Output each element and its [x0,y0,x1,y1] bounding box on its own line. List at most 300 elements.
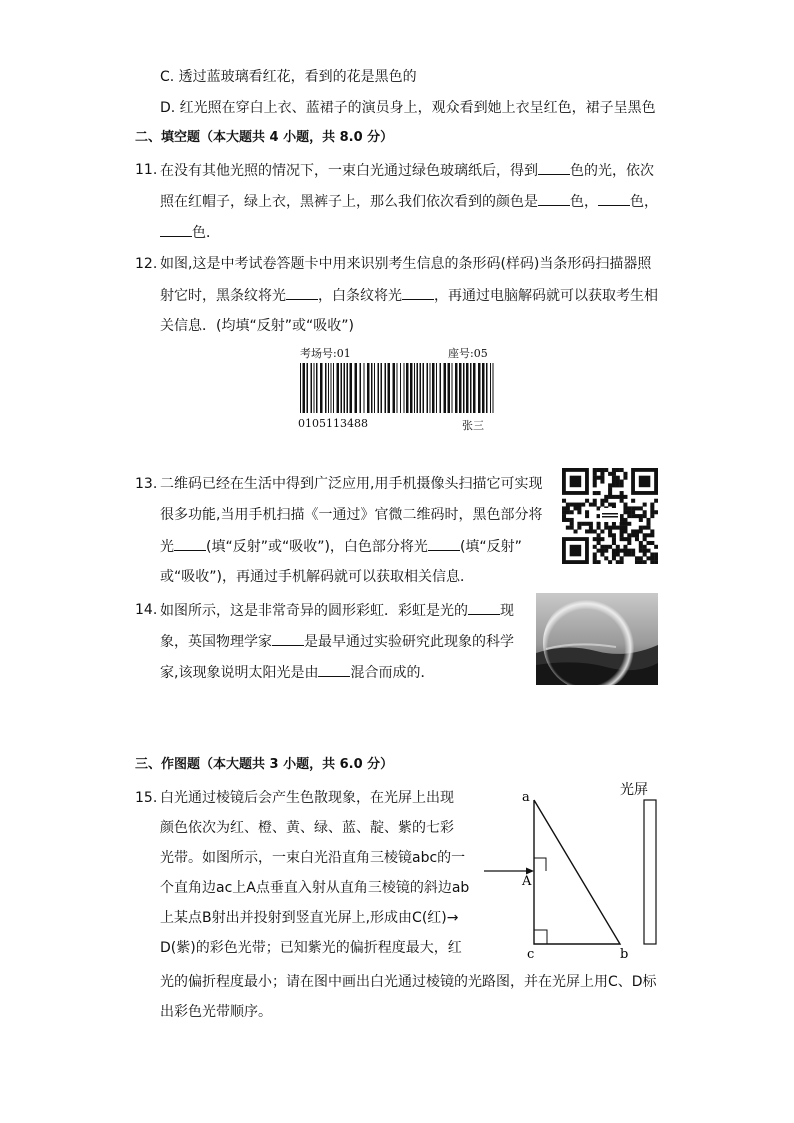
qr-finder-pattern [570,545,582,557]
qr-module [616,476,620,480]
qr-module [620,526,624,530]
qr-module [616,526,620,530]
qr-module [643,552,647,556]
qr-module [593,472,597,476]
qr-module [608,529,612,533]
qr-module [581,503,585,507]
qr-module [566,526,570,530]
qr-module [623,522,627,526]
question-number-12: 12. [135,256,158,272]
q12-line-1: 如图,这是中考试卷答题卡中用来识别考生信息的条形码(样码)当条形码扫描器照 [160,256,652,272]
qr-module [608,533,612,537]
qr-module [620,537,624,541]
qr-module [620,518,624,522]
qr-module [600,545,604,549]
q11-text-1a: 在没有其他光照的情况下，一束白光通过绿色玻璃纸后，得到 [160,163,538,179]
qr-module [566,518,570,522]
qr-module [623,545,627,549]
qr-module [620,495,624,499]
barcode-bar [417,363,419,413]
barcode-bar [344,363,346,413]
q13-text-3a: 光 [160,539,174,555]
qr-module [612,522,616,526]
qr-module [635,560,639,564]
qr-module [597,537,601,541]
barcode-bar [404,363,405,413]
qr-module [654,510,658,514]
q14-text-2a: 象，英国物理学家 [160,634,272,650]
qr-module [623,537,627,541]
barcode-bar [381,363,383,413]
section-title-drawing: 三、作图题（本大题共 3 小题，共 6.0 分） [135,757,394,772]
qr-module [608,487,612,491]
qr-module [654,556,658,560]
qr-module [600,549,604,553]
barcode-bar [374,363,375,413]
qr-module [577,522,581,526]
qr-module [570,510,574,514]
barcode-bar [463,363,465,413]
barcode-bar [414,363,415,413]
qr-module [593,560,597,564]
qr-module [593,503,597,507]
qr-module [593,491,597,495]
barcode-bar [311,363,313,413]
qr-module [650,503,654,507]
qr-module [620,499,624,503]
qr-module [589,526,593,530]
qr-module [574,506,578,510]
qr-module [616,468,620,472]
qr-module [574,529,578,533]
qr-module [600,472,604,476]
qr-module [639,506,643,510]
q12-line-3: 关信息．(均填“反射”或“吸收”) [160,318,354,334]
qr-module [604,526,608,530]
barcode-bar [440,363,442,413]
qr-module [577,506,581,510]
barcode-bar [473,363,476,413]
qr-module [585,510,589,514]
qr-module [593,545,597,549]
qr-module [562,518,566,522]
qr-module [646,533,650,537]
barcode-bar [420,363,422,413]
q14-blank-1[interactable] [468,600,500,615]
qr-module [620,483,624,487]
q14-blank-2[interactable] [272,631,304,646]
vertex-c-label: c [527,947,535,962]
qr-module [616,560,620,564]
qr-module [593,483,597,487]
qr-module [654,545,658,549]
qr-module [639,560,643,564]
barcode-bar [355,363,358,413]
q12-blank-2[interactable] [402,285,434,300]
q12-text-2c: ，再通过电脑解码就可以获取考生相 [434,288,658,304]
q11-text-1b: 色的光，依次 [570,163,654,179]
qr-module [635,529,639,533]
qr-center-logo [602,513,618,515]
qr-module [600,503,604,507]
qr-module [643,533,647,537]
q14-text-1b: 现 [500,603,514,619]
q14-blank-3[interactable] [318,662,350,677]
qr-module [639,556,643,560]
q13-line-3 [160,536,522,557]
q12-text-2b: ，白条纹将光 [318,288,402,304]
qr-module [635,506,639,510]
qr-module [600,499,604,503]
q11-line-2 [160,191,658,212]
q11-blank-1[interactable] [538,160,570,175]
qr-module [562,506,566,510]
barcode-bar [490,363,491,413]
qr-module [612,480,616,484]
qr-module [646,526,650,530]
barcode-bar [400,363,401,413]
qr-module [627,514,631,518]
qr-module [562,510,566,514]
qr-module [570,526,574,530]
q13-blank-1[interactable] [174,536,206,551]
qr-module [616,549,620,553]
qr-module [639,549,643,553]
q13-line-1: 二维码已经在生活中得到广泛应用,用手机摄像头扫描它可实现 [160,476,543,492]
barcode-room-label: 考场号:01 [300,347,351,360]
right-angle-mark-c [534,930,547,944]
barcode-bar [364,363,365,413]
qr-module [612,468,616,472]
qr-module [566,510,570,514]
q14-text-1a: 如图所示，这是非常奇异的圆形彩虹．彩虹是光的 [160,603,468,619]
barcode-seat-label: 座号:05 [448,347,488,360]
qr-module [608,560,612,564]
qr-module [608,491,612,495]
q12-line-2 [160,285,658,306]
barcode-bars [298,363,498,413]
q11-blank-4[interactable] [160,222,192,237]
qr-module [643,545,647,549]
qr-module [612,533,616,537]
q11-line-3 [160,222,220,243]
qr-module [643,526,647,530]
qr-module [612,526,616,530]
qr-module [620,549,624,553]
qr-module [612,495,616,499]
qr-module [585,499,589,503]
qr-center-logo [602,516,618,518]
qr-module [597,476,601,480]
qr-module [604,556,608,560]
barcode-bar [333,363,334,413]
qr-module [604,468,608,472]
qr-module [577,526,581,530]
qr-module [639,518,643,522]
qr-module [620,556,624,560]
barcode-bar [430,363,431,413]
qr-module [620,491,624,495]
qr-module [646,549,650,553]
qr-module [597,468,601,472]
barcode-bar [423,363,425,413]
qr-module [623,529,627,533]
qr-module [562,499,566,503]
q13-text-3b: (填“反射”或“吸收”)，白色部分将光 [206,539,428,555]
qr-module [570,503,574,507]
qr-module [650,560,654,564]
q15-line-3: 光带。如图所示，一束白光沿直角三棱镜abc的一 [160,850,466,866]
q11-line-1 [160,160,654,181]
barcode-bar [448,363,451,413]
qr-center-logo [600,508,620,522]
barcode-bar [486,363,488,413]
light-screen [644,800,656,944]
qr-module [585,529,589,533]
qr-module [612,541,616,545]
qr-module [639,514,643,518]
qr-module [623,472,627,476]
barcode-bar [444,363,447,413]
barcode-bar [470,363,472,413]
qr-module [650,510,654,514]
qr-module [593,499,597,503]
barcode-bar [378,363,380,413]
q11-blank-3[interactable] [598,191,630,206]
qr-module [608,483,612,487]
q11-text-2b: 色， [570,194,598,210]
qr-module [612,472,616,476]
barcode-bar [385,363,387,413]
qr-module [593,476,597,480]
qr-module [650,552,654,556]
q13-text-3c: (填“反射” [459,539,522,555]
qr-module [623,526,627,530]
barcode-bar [337,363,340,413]
qr-module [600,529,604,533]
barcode-bar [397,363,398,413]
q15-line-4: 个直角边ac上A点垂直入射从直角三棱镜的斜边ab [160,880,470,896]
barcode-bar [300,363,301,413]
qr-module [581,522,585,526]
qr-module [623,495,627,499]
qr-module [608,526,612,530]
qr-module [604,522,608,526]
question-number-11: 11. [135,162,158,178]
qr-module [562,514,566,518]
barcode-name: 张三 [462,419,484,432]
qr-module [589,529,593,533]
qr-module [597,491,601,495]
q15-line-7: 光的偏折程度最小；请在图中画出白光通过棱镜的光路图，并在光屏上用C、D标 [160,974,657,990]
qr-module [589,503,593,507]
qr-module [616,495,620,499]
barcode-figure [296,343,506,435]
barcode-bar [316,363,318,413]
qr-module [631,499,635,503]
qr-module [597,526,601,530]
barcode-bar [427,363,429,413]
option-c: C. 透过蓝玻璃看红花，看到的花是黑色的 [160,69,417,85]
q15-line-2: 颜色依次为红、橙、黄、绿、蓝、靛、紫的七彩 [160,820,454,836]
q15-line-1: 白光通过棱镜后会产生色散现象，在光屏上出现 [160,790,454,806]
barcode-bar [325,363,327,413]
qr-module [631,549,635,553]
barcode-bar [410,363,413,413]
qr-module [577,510,581,514]
qr-module [631,552,635,556]
qr-module [597,549,601,553]
screen-label: 光屏 [620,782,648,798]
question-number-15: 15. [135,790,158,806]
qr-code-image [562,468,658,564]
vertex-a-label: a [522,790,530,805]
qr-module [650,506,654,510]
qr-module [612,549,616,553]
q14-line-1 [160,600,514,621]
qr-module [612,552,616,556]
barcode-number: 0105113488 [298,417,368,430]
qr-module [612,476,616,480]
qr-module [627,506,631,510]
barcode-bar [388,363,391,413]
qr-module [646,518,650,522]
qr-module [654,552,658,556]
q14-line-2 [160,631,514,652]
qr-module [577,503,581,507]
qr-module [600,537,604,541]
qr-module [635,556,639,560]
qr-module [612,483,616,487]
qr-module [623,510,627,514]
qr-module [639,529,643,533]
qr-module [650,514,654,518]
qr-module [616,552,620,556]
qr-module [643,510,647,514]
qr-module [593,537,597,541]
qr-module [623,506,627,510]
qr-module [593,552,597,556]
qr-module [570,522,574,526]
qr-module [654,560,658,564]
barcode-bar [482,363,485,413]
qr-finder-pattern [570,476,582,488]
barcode-bar [367,363,370,413]
qr-module [646,556,650,560]
qr-module [639,541,643,545]
qr-module [635,514,639,518]
q15-line-6: D(紫)的彩色光带；已知紫光的偏折程度最大，红 [160,940,462,956]
circular-rainbow-photo [536,593,658,685]
qr-module [650,541,654,545]
qr-module [650,556,654,560]
qr-module [646,541,650,545]
barcode-bar [478,363,481,413]
qr-module [604,545,608,549]
qr-module [604,499,608,503]
qr-module [620,533,624,537]
barcode-bar [393,363,396,413]
qr-module [593,468,597,472]
qr-module [623,518,627,522]
barcode-bar [341,363,343,413]
qr-module [566,503,570,507]
qr-module [635,537,639,541]
qr-module [650,533,654,537]
qr-module [597,533,601,537]
qr-module [597,522,601,526]
qr-module [627,533,631,537]
barcode-bar [436,363,437,413]
q12-blank-1[interactable] [286,285,318,300]
qr-finder-pattern [639,476,651,488]
qr-module [631,506,635,510]
qr-module [643,503,647,507]
vertex-b-label: b [620,947,629,962]
qr-module [574,503,578,507]
q13-blank-2[interactable] [428,536,460,551]
q11-blank-2[interactable] [538,191,570,206]
qr-module [585,514,589,518]
qr-module [608,545,612,549]
q15-line-5: 上某点B射出并投射到竖直光屏上,形成由C(红)→ [160,910,459,926]
qr-module [600,480,604,484]
qr-module [646,522,650,526]
barcode-bar [452,363,453,413]
qr-module [643,514,647,518]
q14-text-2b: 是最早通过实验研究此现象的科学 [304,634,514,650]
qr-module [608,503,612,507]
qr-module [616,545,620,549]
qr-module [604,549,608,553]
qr-module [620,522,624,526]
qr-module [608,495,612,499]
barcode-bar [406,363,409,413]
barcode-bar [360,363,362,413]
qr-module [623,476,627,480]
qr-module [616,483,620,487]
q12-text-2a: 射它时，黑条纹将光 [160,288,286,304]
qr-module [631,510,635,514]
barcode-bar [371,363,373,413]
qr-module [643,560,647,564]
qr-module [566,506,570,510]
q14-text-3b: 混合而成的． [350,665,435,681]
qr-module [620,480,624,484]
qr-module [627,537,631,541]
barcode-bar [328,363,329,413]
section-title-fill-blank: 二、填空题（本大题共 4 小题，共 8.0 分） [135,130,394,145]
qr-module [593,480,597,484]
point-A-label: A [522,874,532,889]
qr-module [597,506,601,510]
qr-module [593,529,597,533]
barcode-bar [320,363,323,413]
q11-text-3: 色． [192,225,220,241]
qr-module [620,468,624,472]
qr-module [631,529,635,533]
prism-diagram [470,778,670,966]
qr-module [593,556,597,560]
question-number-14: 14. [135,602,158,618]
qr-module [639,545,643,549]
qr-module [597,541,601,545]
qr-module [627,510,631,514]
q13-line-4: 或“吸收”)，再通过手机解码就可以获取相关信息． [160,569,474,585]
qr-module [635,533,639,537]
qr-module [600,468,604,472]
qr-module [623,552,627,556]
